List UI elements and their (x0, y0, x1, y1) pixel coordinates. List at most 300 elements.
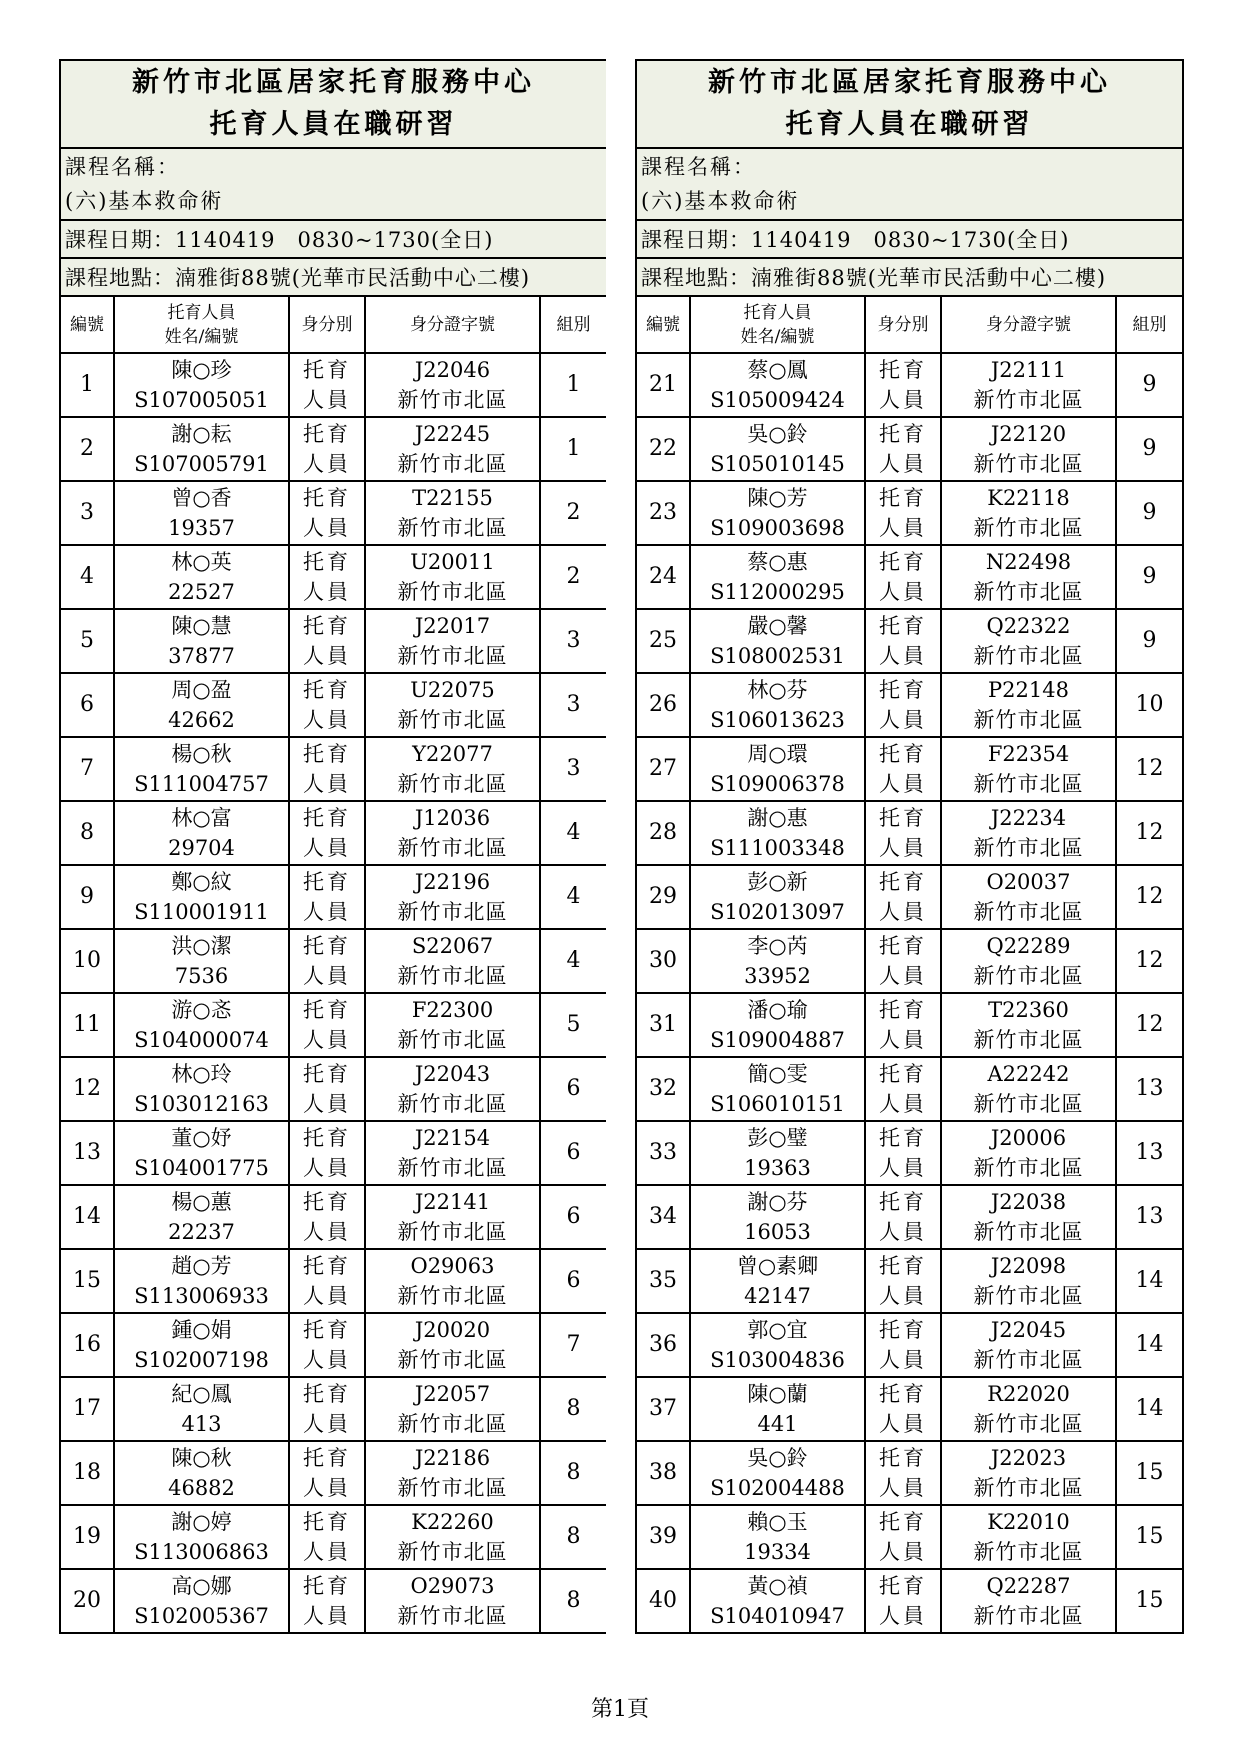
caregiver-code: S109006378 (710, 772, 845, 796)
id-number: J22141 (414, 1190, 491, 1214)
caregiver-code: S102013097 (710, 900, 845, 924)
caregiver-cell (114, 737, 289, 801)
course-name: (六)基本救命術 (65, 189, 224, 213)
row-number: 17 (60, 1377, 114, 1441)
id-cell (365, 1505, 540, 1569)
page-title (60, 60, 607, 148)
course-location-row (636, 258, 1183, 296)
role-cell: 托育 人員 (865, 1057, 941, 1121)
id-number: Y22077 (412, 742, 493, 766)
caregiver-code: S113006933 (134, 1284, 269, 1308)
caregiver-name: 洪○潔 (171, 934, 232, 958)
row-number: 25 (636, 609, 690, 673)
caregiver-cell (114, 993, 289, 1057)
id-cell (941, 1057, 1116, 1121)
caregiver-code: S107005791 (134, 452, 269, 476)
group-number: 2 (540, 481, 607, 545)
id-number: A22242 (987, 1062, 1070, 1086)
region: 新竹市北區 (973, 580, 1084, 604)
caregiver-name: 趙○芳 (171, 1254, 232, 1278)
caregiver-code: S110001911 (134, 900, 269, 924)
group-number: 6 (540, 1185, 607, 1249)
id-number: J22045 (990, 1318, 1067, 1342)
caregiver-code: 29704 (168, 836, 235, 860)
region: 新竹市北區 (397, 708, 508, 732)
region: 新竹市北區 (397, 580, 508, 604)
caregiver-code: 19363 (744, 1156, 811, 1180)
caregiver-name: 林○英 (171, 550, 232, 574)
caregiver-code: 413 (181, 1412, 222, 1436)
caregiver-code: S104001775 (134, 1156, 269, 1180)
caregiver-code: 46882 (168, 1476, 235, 1500)
table-row (636, 1057, 1183, 1121)
caregiver-name: 陳○珍 (171, 358, 232, 382)
group-number: 12 (1116, 993, 1183, 1057)
role-cell: 托育 人員 (289, 1249, 365, 1313)
role-cell: 托育 人員 (865, 1441, 941, 1505)
role-cell: 托育 人員 (289, 1441, 365, 1505)
caregiver-name: 曾○素卿 (736, 1254, 819, 1278)
id-number: J12036 (414, 806, 491, 830)
caregiver-code: 7536 (174, 964, 229, 988)
role-cell: 托育 人員 (289, 993, 365, 1057)
group-number: 9 (1116, 545, 1183, 609)
caregiver-name: 鄭○紋 (171, 870, 232, 894)
group-number: 13 (1116, 1185, 1183, 1249)
caregiver-cell (690, 417, 865, 481)
table-row (636, 481, 1183, 545)
id-number: J22046 (414, 358, 491, 382)
id-cell (365, 1057, 540, 1121)
role-cell: 托育 人員 (865, 353, 941, 417)
caregiver-name: 吳○鈴 (747, 422, 808, 446)
id-cell (365, 993, 540, 1057)
caregiver-cell (690, 545, 865, 609)
col-group-header: 組別 (540, 296, 607, 353)
role-cell: 托育 人員 (865, 801, 941, 865)
caregiver-name: 林○芬 (747, 678, 808, 702)
id-number: T22155 (412, 486, 493, 510)
row-number: 36 (636, 1313, 690, 1377)
row-number: 38 (636, 1441, 690, 1505)
table-row (636, 737, 1183, 801)
col-id-header: 身分證字號 (941, 296, 1116, 353)
region: 新竹市北區 (397, 1284, 508, 1308)
caregiver-name: 嚴○馨 (747, 614, 808, 638)
caregiver-cell (114, 1505, 289, 1569)
id-number: J22038 (990, 1190, 1067, 1214)
id-number: S22067 (411, 934, 494, 958)
caregiver-code: S102007198 (134, 1348, 269, 1372)
caregiver-code: S104010947 (710, 1604, 845, 1628)
table-row (60, 481, 607, 545)
table-row (636, 1377, 1183, 1441)
table-row (60, 673, 607, 737)
row-number: 39 (636, 1505, 690, 1569)
row-number: 32 (636, 1057, 690, 1121)
col-num-header: 編號 (60, 296, 114, 353)
role-cell: 托育 人員 (865, 1249, 941, 1313)
course-date-row (636, 220, 1183, 258)
row-number: 34 (636, 1185, 690, 1249)
region: 新竹市北區 (973, 388, 1084, 412)
region: 新竹市北區 (973, 1156, 1084, 1180)
table-row (60, 417, 607, 481)
id-cell (365, 801, 540, 865)
group-number: 4 (540, 801, 607, 865)
region: 新竹市北區 (973, 1028, 1084, 1052)
region: 新竹市北區 (397, 1220, 508, 1244)
id-cell (941, 1441, 1116, 1505)
caregiver-cell (114, 1569, 289, 1633)
caregiver-name: 陳○蘭 (747, 1382, 808, 1406)
role-cell: 托育 人員 (865, 545, 941, 609)
role-cell: 托育 人員 (289, 801, 365, 865)
id-number: K22010 (987, 1510, 1070, 1534)
row-number: 29 (636, 865, 690, 929)
region: 新竹市北區 (973, 1348, 1084, 1372)
id-number: J20020 (414, 1318, 491, 1342)
id-number: F22354 (987, 742, 1070, 766)
course-name: (六)基本救命術 (641, 189, 800, 213)
id-number: J22017 (414, 614, 491, 638)
group-number: 15 (1116, 1569, 1183, 1633)
row-number: 30 (636, 929, 690, 993)
region: 新竹市北區 (397, 644, 508, 668)
title-line-2: 托育人員在職研習 (209, 109, 458, 140)
caregiver-cell (114, 1249, 289, 1313)
role-cell: 托育 人員 (289, 1057, 365, 1121)
caregiver-name: 陳○芳 (747, 486, 808, 510)
id-cell (941, 801, 1116, 865)
id-cell (941, 609, 1116, 673)
caregiver-name: 陳○秋 (171, 1446, 232, 1470)
row-number: 14 (60, 1185, 114, 1249)
caregiver-cell (114, 929, 289, 993)
course-name-row (636, 148, 1183, 220)
group-number: 12 (1116, 865, 1183, 929)
id-number: R22020 (987, 1382, 1070, 1406)
group-number: 14 (1116, 1249, 1183, 1313)
row-number: 23 (636, 481, 690, 545)
group-number: 12 (1116, 801, 1183, 865)
table-row (60, 993, 607, 1057)
table-row (636, 865, 1183, 929)
group-number: 4 (540, 929, 607, 993)
region: 新竹市北區 (973, 452, 1084, 476)
table-row (60, 545, 607, 609)
caregiver-cell (114, 1377, 289, 1441)
caregiver-code: S105009424 (710, 388, 845, 412)
caregiver-code: S111003348 (710, 836, 845, 860)
id-cell (941, 545, 1116, 609)
roster-table-right (635, 59, 1184, 1634)
caregiver-code: S113006863 (134, 1540, 269, 1564)
role-cell: 托育 人員 (865, 417, 941, 481)
role-cell: 托育 人員 (289, 353, 365, 417)
id-number: J22023 (990, 1446, 1067, 1470)
id-number: T22360 (988, 998, 1069, 1022)
caregiver-cell (114, 417, 289, 481)
caregiver-cell (690, 865, 865, 929)
col-name-header: 托育人員 姓名/編號 (690, 296, 865, 353)
caregiver-code: 22237 (168, 1220, 235, 1244)
caregiver-name: 陳○慧 (171, 614, 232, 638)
row-number: 20 (60, 1569, 114, 1633)
row-number: 24 (636, 545, 690, 609)
caregiver-code: S109003698 (710, 516, 845, 540)
id-number: O29073 (410, 1574, 495, 1598)
id-number: N22498 (985, 550, 1072, 574)
id-cell (365, 609, 540, 673)
table-row (636, 417, 1183, 481)
row-number: 7 (60, 737, 114, 801)
table-row (60, 929, 607, 993)
role-cell: 托育 人員 (865, 609, 941, 673)
region: 新竹市北區 (973, 1476, 1084, 1500)
caregiver-cell (690, 1505, 865, 1569)
table-row (636, 801, 1183, 865)
region: 新竹市北區 (397, 1092, 508, 1116)
group-number: 1 (540, 417, 607, 481)
caregiver-code: 37877 (168, 644, 235, 668)
caregiver-name: 曾○香 (171, 486, 232, 510)
caregiver-name: 林○玲 (171, 1062, 232, 1086)
id-number: J20006 (990, 1126, 1067, 1150)
role-cell: 托育 人員 (289, 1505, 365, 1569)
id-cell (941, 1185, 1116, 1249)
id-cell (941, 1313, 1116, 1377)
title-row (60, 60, 607, 148)
table-row (60, 1249, 607, 1313)
caregiver-cell (690, 1185, 865, 1249)
group-number: 8 (540, 1505, 607, 1569)
caregiver-code: 441 (757, 1412, 798, 1436)
course-location: 課程地點：湳雅街88號(光華市民活動中心二樓) (636, 258, 1183, 296)
caregiver-name: 林○富 (171, 806, 232, 830)
row-number: 2 (60, 417, 114, 481)
region: 新竹市北區 (973, 708, 1084, 732)
col-role-header: 身分別 (865, 296, 941, 353)
caregiver-name: 郭○宜 (747, 1318, 808, 1342)
role-cell: 托育 人員 (289, 481, 365, 545)
col-role-header: 身分別 (289, 296, 365, 353)
course-location: 課程地點：湳雅街88號(光華市民活動中心二樓) (60, 258, 607, 296)
id-cell (365, 1377, 540, 1441)
caregiver-cell (114, 481, 289, 545)
group-number: 9 (1116, 417, 1183, 481)
caregiver-cell (690, 1057, 865, 1121)
caregiver-name: 鍾○娟 (171, 1318, 232, 1342)
group-number: 8 (540, 1377, 607, 1441)
group-number: 5 (540, 993, 607, 1057)
role-cell: 托育 人員 (865, 1313, 941, 1377)
id-cell (365, 1121, 540, 1185)
role-cell: 托育 人員 (289, 609, 365, 673)
id-number: K22118 (987, 486, 1070, 510)
row-number: 40 (636, 1569, 690, 1633)
group-number: 8 (540, 1441, 607, 1505)
caregiver-name: 黃○禎 (747, 1574, 808, 1598)
caregiver-name: 游○忞 (171, 998, 232, 1022)
row-number: 8 (60, 801, 114, 865)
row-number: 33 (636, 1121, 690, 1185)
caregiver-cell (690, 1249, 865, 1313)
id-number: U22075 (410, 678, 495, 702)
caregiver-code: 42147 (744, 1284, 811, 1308)
col-id-header: 身分證字號 (365, 296, 540, 353)
course-date: 課程日期：1140419 0830~1730(全日) (636, 220, 1183, 258)
id-number: J22154 (414, 1126, 491, 1150)
caregiver-cell (690, 1121, 865, 1185)
caregiver-name: 楊○秋 (171, 742, 232, 766)
row-number: 31 (636, 993, 690, 1057)
table-row (60, 1313, 607, 1377)
region: 新竹市北區 (397, 516, 508, 540)
caregiver-cell (114, 1441, 289, 1505)
role-cell: 托育 人員 (289, 545, 365, 609)
group-number: 15 (1116, 1441, 1183, 1505)
caregiver-code: S103004836 (710, 1348, 845, 1372)
group-number: 14 (1116, 1377, 1183, 1441)
role-cell: 托育 人員 (865, 673, 941, 737)
id-number: J22186 (414, 1446, 491, 1470)
group-number: 4 (540, 865, 607, 929)
region: 新竹市北區 (397, 900, 508, 924)
id-cell (941, 1505, 1116, 1569)
caregiver-cell (114, 1121, 289, 1185)
region: 新竹市北區 (973, 836, 1084, 860)
course-date: 課程日期：1140419 0830~1730(全日) (60, 220, 607, 258)
caregiver-name: 賴○玉 (747, 1510, 808, 1534)
group-number: 2 (540, 545, 607, 609)
table-row (60, 1057, 607, 1121)
group-number: 3 (540, 673, 607, 737)
group-number: 10 (1116, 673, 1183, 737)
caregiver-cell (114, 609, 289, 673)
role-cell: 托育 人員 (865, 1185, 941, 1249)
id-cell (365, 417, 540, 481)
caregiver-cell (690, 1441, 865, 1505)
region: 新竹市北區 (397, 836, 508, 860)
id-cell (365, 353, 540, 417)
id-cell (365, 737, 540, 801)
id-number: J22098 (990, 1254, 1067, 1278)
region: 新竹市北區 (397, 1540, 508, 1564)
row-number: 3 (60, 481, 114, 545)
id-cell (941, 353, 1116, 417)
id-number: J22120 (990, 422, 1067, 446)
group-number: 13 (1116, 1121, 1183, 1185)
role-cell: 托育 人員 (289, 737, 365, 801)
id-cell (365, 545, 540, 609)
region: 新竹市北區 (973, 900, 1084, 924)
group-number: 12 (1116, 737, 1183, 801)
group-number: 7 (540, 1313, 607, 1377)
region: 新竹市北區 (397, 1412, 508, 1436)
group-number: 8 (540, 1569, 607, 1633)
caregiver-cell (690, 737, 865, 801)
role-cell: 托育 人員 (865, 737, 941, 801)
caregiver-cell (690, 609, 865, 673)
id-number: P22148 (988, 678, 1069, 702)
group-number: 1 (540, 353, 607, 417)
row-number: 27 (636, 737, 690, 801)
row-number: 28 (636, 801, 690, 865)
page-title (636, 60, 1183, 148)
table-row (60, 1185, 607, 1249)
caregiver-code: S104000074 (134, 1028, 269, 1052)
row-number: 5 (60, 609, 114, 673)
caregiver-cell (690, 481, 865, 545)
caregiver-code: S109004887 (710, 1028, 845, 1052)
table-row (60, 353, 607, 417)
caregiver-cell (114, 865, 289, 929)
course-name-row (60, 148, 607, 220)
group-number: 3 (540, 737, 607, 801)
caregiver-cell (690, 1313, 865, 1377)
role-cell: 托育 人員 (289, 1569, 365, 1633)
course-location-row (60, 258, 607, 296)
role-cell: 托育 人員 (865, 1505, 941, 1569)
id-cell (941, 1569, 1116, 1633)
id-cell (941, 417, 1116, 481)
caregiver-name: 簡○雯 (747, 1062, 808, 1086)
row-number: 11 (60, 993, 114, 1057)
caregiver-cell (690, 353, 865, 417)
caregiver-name: 謝○耘 (171, 422, 232, 446)
caregiver-name: 周○環 (747, 742, 808, 766)
caregiver-name: 李○芮 (747, 934, 808, 958)
table-row (636, 1249, 1183, 1313)
table-row (60, 1441, 607, 1505)
group-number: 6 (540, 1057, 607, 1121)
table-row (636, 609, 1183, 673)
group-number: 6 (540, 1121, 607, 1185)
row-number: 6 (60, 673, 114, 737)
region: 新竹市北區 (973, 1412, 1084, 1436)
caregiver-name: 楊○蕙 (171, 1190, 232, 1214)
caregiver-code: S111004757 (134, 772, 269, 796)
id-cell (365, 673, 540, 737)
role-cell: 托育 人員 (865, 865, 941, 929)
column-header-row (60, 296, 607, 353)
id-number: Q22289 (986, 934, 1071, 958)
caregiver-cell (690, 929, 865, 993)
region: 新竹市北區 (397, 452, 508, 476)
id-cell (365, 1569, 540, 1633)
caregiver-name: 蔡○惠 (747, 550, 808, 574)
region: 新竹市北區 (397, 1028, 508, 1052)
group-number: 9 (1116, 481, 1183, 545)
caregiver-cell (114, 801, 289, 865)
group-number: 9 (1116, 353, 1183, 417)
id-number: Q22322 (986, 614, 1071, 638)
caregiver-code: S102004488 (710, 1476, 845, 1500)
region: 新竹市北區 (973, 644, 1084, 668)
id-number: K22260 (411, 1510, 494, 1534)
role-cell: 托育 人員 (289, 673, 365, 737)
table-row (60, 1121, 607, 1185)
caregiver-cell (114, 545, 289, 609)
id-cell (365, 1441, 540, 1505)
table-row (60, 1569, 607, 1633)
id-cell (941, 929, 1116, 993)
group-number: 12 (1116, 929, 1183, 993)
id-cell (941, 1377, 1116, 1441)
caregiver-name: 蔡○鳳 (747, 358, 808, 382)
id-number: J22245 (414, 422, 491, 446)
